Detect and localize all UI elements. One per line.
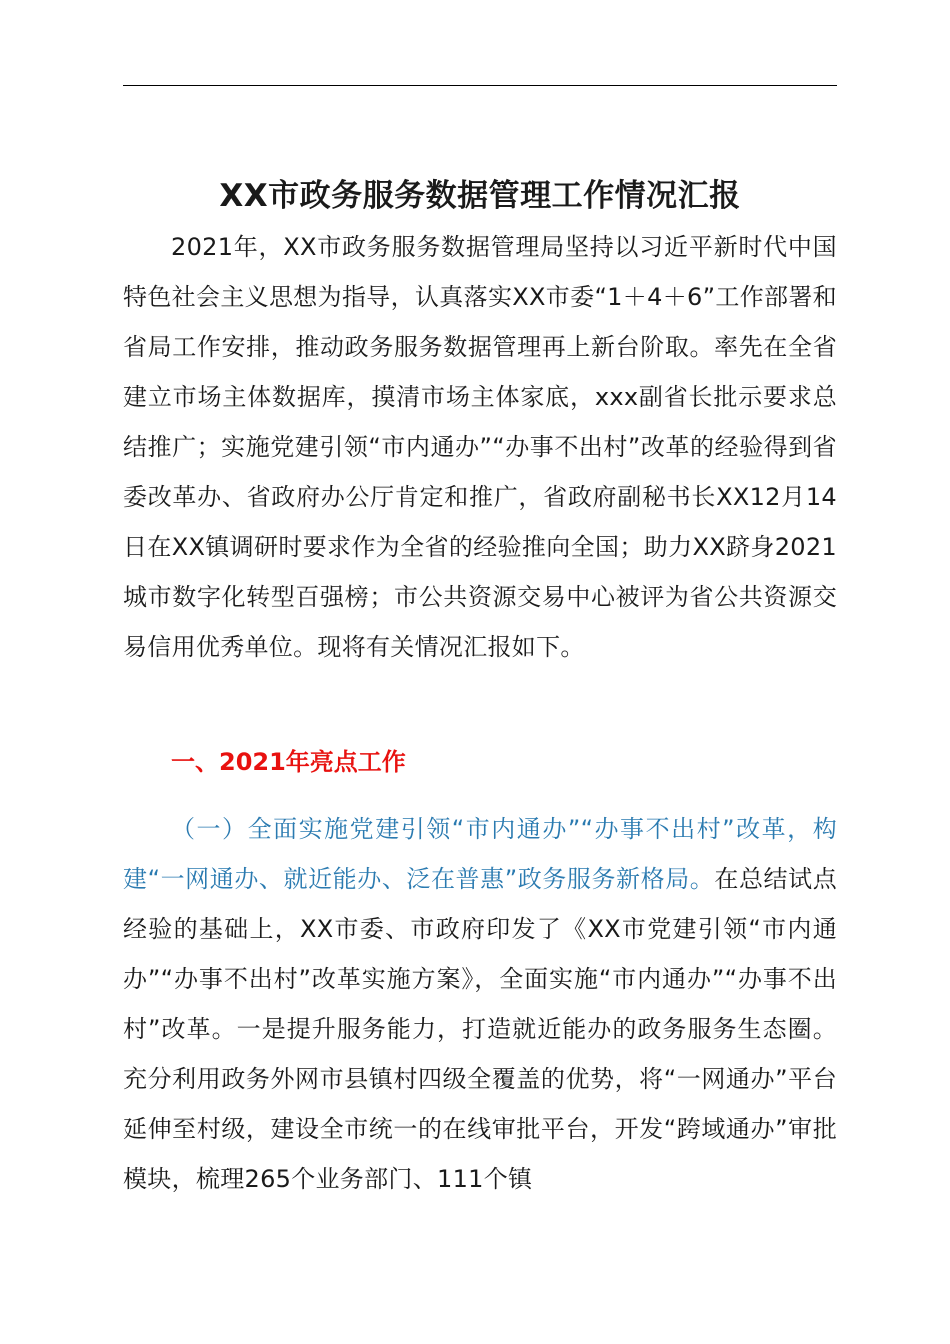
subsection-paragraph-1 bbox=[123, 804, 837, 1204]
section-heading-1: 一、2021年亮点工作 bbox=[171, 748, 406, 776]
intro-paragraph: 2021年，XX市政务服务数据管理局坚持以习近平新时代中国特色社会主义思想为指导，认真落实XX市委“1＋4＋6”工作部署和省局工作安排，推动政务服务数据管理再上新台阶取。率先在全省建立市场主体数据库，摸清市场主体家底，xxx副省长批示要求总结推广；实施党建引领“市内通办”“办事不出村”改革的经验得到省委改革办、省政府办公厅肯定和推广，省政府副秘书长XX12月14日在XX镇调研时要求作为全省的经验推向全国；助力XX跻身2021城市数字化转型百强榜；市公共资源交易中心被评为省公共资源交易信用优秀单位。现将有关情况汇报如下。 bbox=[123, 233, 837, 661]
header-rule bbox=[123, 85, 837, 86]
subsection-heading-1: （一）全面实施党建引领“市内通办”“办事不出村”改革，构建“一网通办、就近能办、泛在普惠”政务服务新格局。 bbox=[123, 815, 837, 893]
subsection-body-1: 在总结试点经验的基础上，XX市委、市政府印发了《XX市党建引领“市内通办”“办事不出村”改革实施方案》，全面实施“市内通办”“办事不出村”改革。一是提升服务能力，打造就近能办的政务服务生态圈。充分利用政务外网市县镇村四级全覆盖的优势，将“一网通办”平台延伸至村级，建设全市统一的在线审批平台，开发“跨域通办”审批模块，梳理265个业务部门、111个镇 bbox=[123, 865, 837, 1193]
document-title: XX市政务服务数据管理工作情况汇报 bbox=[219, 177, 741, 214]
